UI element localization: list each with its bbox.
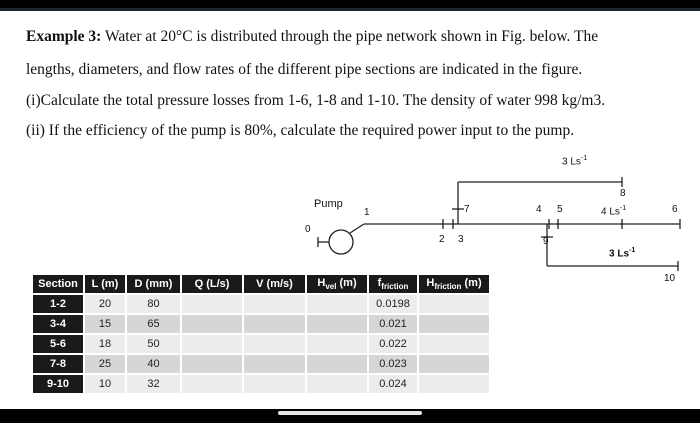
- col-velocity: V (m/s): [244, 275, 305, 293]
- cell-hvel: [307, 355, 367, 373]
- cell-hvel: [307, 295, 367, 313]
- col-length: L (m): [85, 275, 125, 293]
- cell-hfriction: [419, 295, 489, 313]
- cell-diameter: 80: [127, 295, 180, 313]
- cell-flow: [182, 375, 242, 393]
- flow-label-bottom: 3 $Ls^{-1}$: [609, 247, 636, 260]
- pump-label: Pump: [314, 198, 343, 210]
- node-8: 8: [620, 188, 626, 199]
- table-row: [33, 355, 489, 373]
- node-7: 7: [464, 204, 470, 215]
- cell-velocity: [244, 355, 305, 373]
- col-friction-factor: $f_{friction}$: [369, 275, 417, 293]
- cell-section: 7-8: [33, 355, 83, 373]
- node-2: 2: [439, 234, 445, 245]
- cell-length: 25: [85, 355, 125, 373]
- problem-line-4: (ii) If the efficiency of the pump is 80%, calculate the required power input to the pump.: [26, 122, 575, 139]
- table-header-row: [33, 275, 489, 293]
- cell-section: 3-4: [33, 315, 83, 333]
- cell-diameter: 50: [127, 335, 180, 353]
- cell-hfriction: [419, 375, 489, 393]
- cell-friction: 0.024: [369, 375, 417, 393]
- node-4: 4: [536, 204, 542, 215]
- cell-friction: 0.022: [369, 335, 417, 353]
- cell-diameter: 65: [127, 315, 180, 333]
- col-diameter: D (mm): [127, 275, 180, 293]
- cell-flow: [182, 315, 242, 333]
- cell-velocity: [244, 375, 305, 393]
- col-hvel: $H_{vel}$ (m): [307, 275, 367, 293]
- node-1: 1: [364, 207, 370, 218]
- col-flow: Q (L/s): [182, 275, 242, 293]
- document-page: [0, 8, 700, 409]
- pump-outlet-pipe: [350, 224, 364, 233]
- table-row: [33, 335, 489, 353]
- pipe-section-table: [31, 273, 491, 395]
- cell-flow: [182, 355, 242, 373]
- problem-line-2: lengths, diameters, and flow rates of the different pipe sections are indicated in the figure.: [26, 61, 583, 78]
- cell-friction: 0.0198: [369, 295, 417, 313]
- table-row: [33, 295, 489, 313]
- node-9: 9: [543, 236, 549, 247]
- cell-hfriction: [419, 335, 489, 353]
- cell-diameter: 40: [127, 355, 180, 373]
- cell-length: 15: [85, 315, 125, 333]
- cell-length: 20: [85, 295, 125, 313]
- cell-diameter: 32: [127, 375, 180, 393]
- cell-hvel: [307, 315, 367, 333]
- cell-hvel: [307, 375, 367, 393]
- cell-friction: 0.021: [369, 315, 417, 333]
- cell-length: 10: [85, 375, 125, 393]
- node-0: 0: [305, 224, 311, 235]
- example-title: Example 3:: [26, 28, 102, 45]
- cell-flow: [182, 335, 242, 353]
- cell-section: 9-10: [33, 375, 83, 393]
- cell-hfriction: [419, 355, 489, 373]
- cell-velocity: [244, 335, 305, 353]
- table-row: [33, 315, 489, 333]
- flow-label-mid: 4 $Ls^{-1}$: [601, 205, 627, 218]
- col-hfriction: $H_{friction}$ (m): [419, 275, 489, 293]
- col-section: Section: [33, 275, 83, 293]
- problem-line-3: (i)Calculate the total pressure losses from 1-6, 1-8 and 1-10. The density of water 998 kg/m3.: [26, 92, 606, 109]
- node-5: 5: [557, 204, 563, 215]
- home-indicator[interactable]: [278, 411, 422, 415]
- cell-hfriction: [419, 315, 489, 333]
- node-3: 3: [458, 234, 464, 245]
- node-10: 10: [664, 273, 676, 284]
- cell-section: 5-6: [33, 335, 83, 353]
- cell-hvel: [307, 335, 367, 353]
- cell-friction: 0.023: [369, 355, 417, 373]
- cell-velocity: [244, 295, 305, 313]
- cell-velocity: [244, 315, 305, 333]
- cell-length: 18: [85, 335, 125, 353]
- pump-symbol: [329, 230, 353, 254]
- cell-section: 1-2: [33, 295, 83, 313]
- table-row: [33, 375, 489, 393]
- node-6: 6: [672, 204, 678, 215]
- flow-label-top: 3 $Ls^{-1}$: [562, 155, 588, 168]
- cell-flow: [182, 295, 242, 313]
- problem-line-1-text: Water at 20°C is distributed through the pipe network shown in Fig. below. The: [101, 28, 599, 45]
